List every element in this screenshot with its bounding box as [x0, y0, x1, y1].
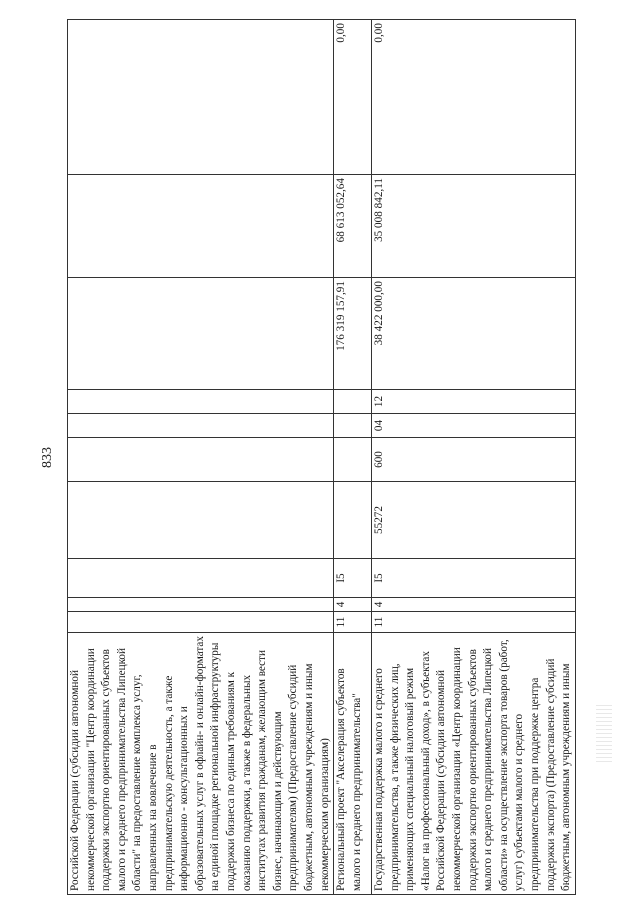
row-description: Региональный проект "Акселерация субъектов малого и среднего предпринимательства" [334, 633, 372, 895]
code-cell [68, 390, 334, 414]
code-cell [334, 390, 372, 414]
table-row [334, 20, 372, 895]
row-description: Государственная поддержка малого и среднего предпринимательства, а также физических лиц, применяющих специальный налоговый режим «Налог на профессиональный доход», в субъектах Российской Федерации (субсидии автономной некоммерческой организации «Центр координации поддержки экспортно ориентированных субъектов малого и среднего предпринимательства Липецкой области» на осуществление экспорта товаров (работ, услуг) субъектами малого и среднего предпринимательства при поддержке центра поддержки экспорта) (Предоставление субсидий бюджетным, автономным учреждениям и иным [372, 633, 576, 895]
code-cell [68, 559, 334, 598]
amount-cell: 176 319 157,91 [334, 278, 372, 390]
row-description: Российской Федерации (субсидии автономной некоммерческой организации "Центр координации поддержки экспортно ориентированных субъектов малого и среднего предпринимательства Липецкой области" на предоставление комплекса услуг, направленных на вовлечение в предпринимательскую деятельность, а также информационно - консультационных и образовательных услуг в офлайн- и онлайн-форматах на единой площадке региональной инфраструктуры поддержки бизнеса по единым требованиям к оказанию поддержки, а также в федеральных институтах развития гражданам, желающим вести бизнес, начинающим и действующим предпринимателям) (Предоставление субсидий бюджетным, автономным учреждениям и иным некоммерческим организациям) [68, 633, 334, 895]
amount-cell [68, 20, 334, 175]
amount-cell: 68 613 052,64 [334, 175, 372, 278]
page-number: 833 [40, 447, 55, 468]
code-cell: 11 [372, 612, 576, 633]
code-cell: 12 [372, 390, 576, 414]
code-cell: I5 [372, 559, 576, 598]
code-cell: 04 [372, 414, 576, 438]
code-cell [68, 438, 334, 482]
code-cell: 4 [334, 598, 372, 612]
table-row [68, 20, 334, 895]
code-cell [334, 438, 372, 482]
amount-cell [68, 278, 334, 390]
amount-cell: 35 008 842,11 [372, 175, 576, 278]
table-row [372, 20, 576, 895]
amount-cell [68, 175, 334, 278]
code-cell: I5 [334, 559, 372, 598]
code-cell [68, 598, 334, 612]
code-cell [334, 414, 372, 438]
amount-cell: 0,00 [372, 20, 576, 175]
amount-cell: 0,00 [334, 20, 372, 175]
budget-table-rotated [67, 20, 572, 895]
code-cell [68, 414, 334, 438]
code-cell [68, 482, 334, 559]
code-cell [68, 612, 334, 633]
scan-artifact [596, 705, 612, 765]
budget-table [67, 19, 576, 895]
code-cell: 600 [372, 438, 576, 482]
code-cell: 11 [334, 612, 372, 633]
amount-cell: 38 422 000,00 [372, 278, 576, 390]
code-cell [334, 482, 372, 559]
code-cell: 4 [372, 598, 576, 612]
code-cell: 55272 [372, 482, 576, 559]
